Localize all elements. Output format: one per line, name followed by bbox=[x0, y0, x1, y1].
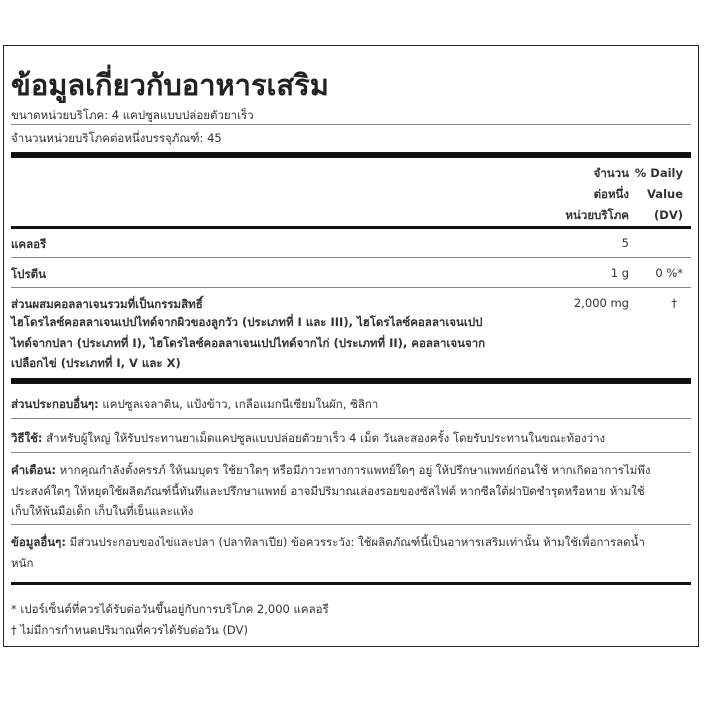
amount-header-line: ต่อหนึ่ง bbox=[593, 187, 629, 201]
divider bbox=[11, 524, 691, 525]
serving-size-value: 4 แคปซูลแบบปล่อยตัวยาเร็ว bbox=[111, 108, 254, 122]
amount-header-line: หน่วยบริโภค bbox=[565, 208, 629, 222]
blend-amount: 2,000 mg bbox=[573, 296, 629, 310]
servings-per-container bbox=[11, 130, 222, 148]
other-ingredients bbox=[11, 394, 685, 415]
divider bbox=[11, 124, 691, 125]
supplement-facts-panel bbox=[3, 45, 699, 647]
divider bbox=[11, 418, 691, 419]
other-info bbox=[11, 532, 685, 573]
amount-per-serving-header bbox=[565, 163, 629, 226]
directions-label: วิธีใช้: bbox=[11, 431, 43, 445]
footnotes bbox=[11, 599, 685, 640]
warnings bbox=[11, 460, 685, 522]
serving-size bbox=[11, 107, 254, 125]
blend-ingredients bbox=[11, 312, 491, 374]
blend-dv: † bbox=[671, 296, 677, 310]
other-info-text: มีส่วนประกอบของไข่และปลา (ปลาทิลาเปีย) ข้อควรระวัง: ใช้ผลิตภัณฑ์นี้เป็นอาหารเสริมเท่านั้น ห้ามใช้เพื่อการลดน้ำ bbox=[69, 535, 645, 549]
warnings-text: เก็บให้พ้นมือเด็ก เก็บในที่เย็นและแห้ง bbox=[11, 504, 194, 518]
nutrient-amount: 5 bbox=[621, 236, 629, 250]
blend-name: ส่วนผสมคอลลาเจนรวมที่เป็นกรรมสิทธิ์ bbox=[11, 297, 203, 311]
other-info-text: หนัก bbox=[11, 555, 34, 570]
footnote: * เปอร์เซ็นต์ที่ควรได้รับต่อวันขึ้นอยู่กับการบริโภค 2,000 แคลอรี bbox=[11, 602, 329, 616]
thick-divider bbox=[11, 378, 691, 384]
warnings-text: หากคุณกำลังตั้งครรภ์ ให้นมบุตร ใช้ยาใดๆ หรือมีภาวะทางการแพทย์ใดๆ อยู่ ให้ปรึกษาแพทย์ก่อนใช้ หากเกิดอาการไม่พึง bbox=[59, 463, 651, 477]
divider bbox=[11, 452, 691, 453]
nutrient-dv: 0 %* bbox=[655, 266, 683, 280]
directions bbox=[11, 428, 685, 449]
nutrient-amount: 1 g bbox=[610, 266, 629, 280]
dv-header-line: % Daily bbox=[634, 166, 683, 180]
servings-value: 45 bbox=[207, 131, 222, 145]
thick-divider bbox=[11, 152, 691, 158]
amount-header-line: จำนวน bbox=[593, 166, 629, 180]
panel-title: ข้อมูลเกี่ยวกับอาหารเสริม bbox=[11, 68, 329, 102]
other-info-label: ข้อมูลอื่นๆ: bbox=[11, 535, 66, 549]
medium-divider bbox=[11, 582, 691, 585]
directions-text: สำหรับผู้ใหญ่ ให้รับประทานยาเม็ดแคปซูลแบบปล่อยตัวยาเร็ว 4 เม็ด วันละสองครั้ง โดยรับประทานในขณะท้องว่าง bbox=[46, 431, 606, 445]
daily-value-header bbox=[635, 163, 683, 226]
footnote: † ไม่มีการกำหนดปริมาณที่ควรได้รับต่อวัน (DV) bbox=[11, 622, 248, 637]
divider bbox=[11, 287, 691, 288]
other-ingredients-text: แคปซูลเจลาติน, แป้งข้าว, เกลือแมกนีเซียมในผัก, ซิลิกา bbox=[102, 397, 379, 411]
dv-header-line: Value bbox=[647, 187, 683, 201]
blend-ingredients-line: ไฮโดรไลซ์คอลลาเจนเปปไทด์จากผิวของลูกวัว (ประเภทที่ I และ III), ไฮโดรไลซ์คอลลาเจนเปป bbox=[11, 315, 483, 329]
divider bbox=[11, 257, 691, 258]
servings-label: จำนวนหน่วยบริโภคต่อหนึ่งบรรจุภัณฑ์: bbox=[11, 131, 204, 145]
nutrient-name: โปรตีน bbox=[11, 267, 46, 281]
medium-divider bbox=[11, 226, 691, 229]
warnings-text: ประสงค์ใดๆ ให้หยุดใช้ผลิตภัณฑ์นี้ทันทีและปรึกษาแพทย์ อาจมีปริมาณเล่องรอยของซัลไฟต์ หากซีลใต้ฝาปิดชำรุดหรือหาย ห้ามใช้ bbox=[11, 483, 645, 498]
dv-header-line: (DV) bbox=[654, 208, 683, 222]
blend-ingredients-line: ไทด์จากปลา (ประเภทที่ I), ไฮโดรไลซ์คอลลาเจนเปปไทด์จากไก่ (ประเภทที่ II), คอลลาเจนจาก bbox=[11, 335, 486, 350]
serving-size-label: ขนาดหน่วยบริโภค: bbox=[11, 108, 109, 122]
nutrient-name: แคลอรี bbox=[11, 237, 47, 251]
blend-ingredients-line: เปลือกไข่ (ประเภทที่ I, V และ X) bbox=[11, 356, 181, 370]
warnings-label: คำเตือน: bbox=[11, 463, 56, 477]
other-ingredients-label: ส่วนประกอบอื่นๆ: bbox=[11, 397, 99, 411]
